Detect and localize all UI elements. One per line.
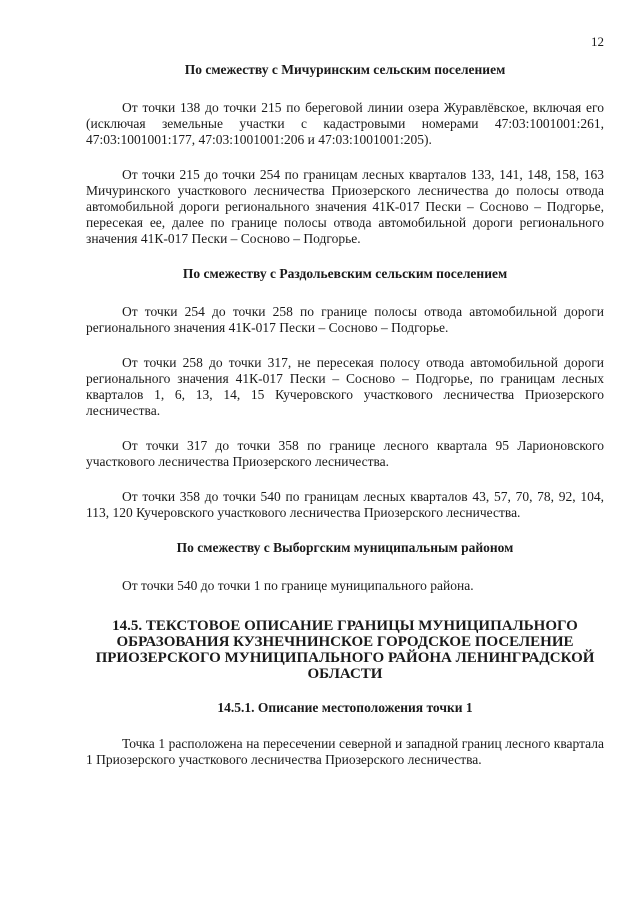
section-vyborgsky [86, 540, 604, 594]
section-14-5 [86, 618, 604, 768]
section-title: 14.5. ТЕКСТОВОЕ ОПИСАНИЕ ГРАНИЦЫ МУНИЦИПАЛЬНОГО ОБРАЗОВАНИЯ КУЗНЕЧНИНСКОЕ ГОРОДСКОЕ ПОСЕЛЕНИЕ ПРИОЗЕРСКОГО МУНИЦИПАЛЬНОГО РАЙОНА ЛЕНИНГРАДСКОЙ ОБЛАСТИ [95, 618, 595, 682]
paragraph: От точки 317 до точки 358 по границе лесного квартала 95 Ларионовского участкового лесничества Приозерского лесничества. [86, 438, 604, 469]
paragraph: От точки 138 до точки 215 по береговой линии озера Журавлёвское, включая его (исключая земельные участки с кадастровыми номерами 47:03:1001001:261, 47:03:1001001:177, 47:03:1001001:206 и 47:03:1001001:205). [86, 100, 604, 147]
paragraph: От точки 215 до точки 254 по границам лесных кварталов 133, 141, 148, 158, 163 Мичуринского участкового лесничества Приозерского лесничества до полосы отвода автомобильной дороги регионального значения 41К-017 Пески – Сосново – Подгорье, пересекая ее, далее по границе полосы отвода автомобильной дороги регионального значения 41К-017 Пески – Сосново – Подгорье. [86, 167, 604, 246]
paragraph: От точки 254 до точки 258 по границе полосы отвода автомобильной дороги регионального значения 41К-017 Пески – Сосново – Подгорье. [86, 304, 604, 335]
paragraph: От точки 258 до точки 317, не пересекая полосу отвода автомобильной дороги регионального значения 41К-017 Пески – Сосново – Подгорье, по границам лесных кварталов 1, 6, 13, 14, 15 Кучеровского участкового лесничества Приозерского лесничества. [86, 355, 604, 418]
paragraph: Точка 1 расположена на пересечении северной и западной границ лесного квартала 1 Приозерского участкового лесничества Приозерского лесничества. [86, 736, 604, 767]
section-heading: По смежеству с Мичуринским сельским поселением [184, 62, 506, 77]
section-michurinskoe [86, 62, 604, 247]
subsection-title: 14.5.1. Описание местоположения точки 1 [217, 700, 473, 715]
section-heading: По смежеству с Раздольевским сельским поселением [182, 266, 508, 281]
document-body [86, 62, 604, 787]
section-razdolevskoe [86, 266, 604, 521]
section-heading: По смежеству с Выборгским муниципальным районом [176, 540, 514, 555]
paragraph: От точки 540 до точки 1 по границе муниципального района. [122, 578, 474, 593]
page-number: 12 [591, 34, 604, 49]
paragraph: От точки 358 до точки 540 по границам лесных кварталов 43, 57, 70, 78, 92, 104, 113, 120 Кучеровского участкового лесничества Приозерского лесничества. [86, 489, 604, 520]
